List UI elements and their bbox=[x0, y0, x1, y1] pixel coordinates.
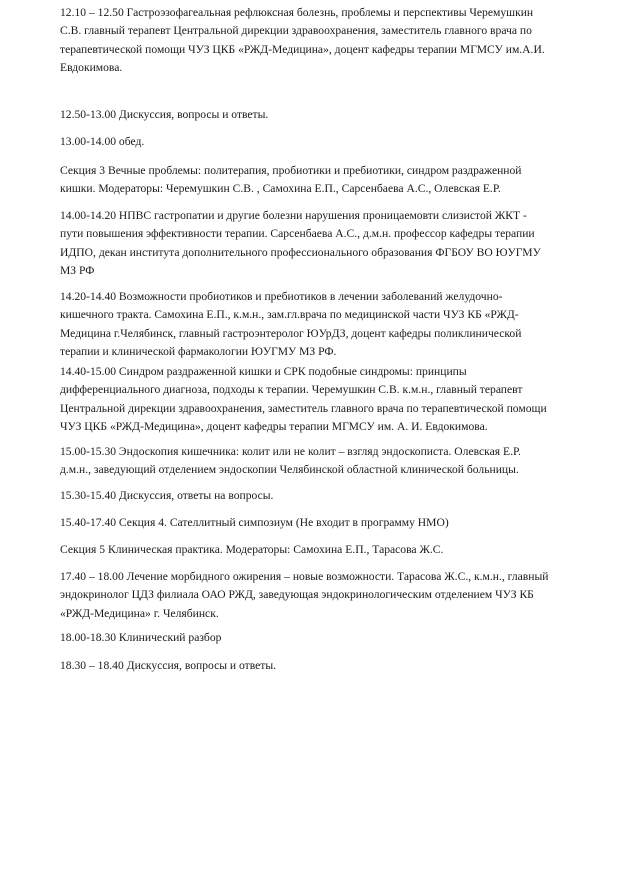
text-line: 15.40-17.40 Секция 4. Сателлитный симпозиум (Не входит в программу НМО) bbox=[60, 516, 449, 529]
text-line: 14.40-15.00 Синдром раздраженной кишки и СРК подобные синдромы: принципы bbox=[60, 365, 467, 378]
text-line: дифференциального диагноза, подходы к терапии. Черемушкин С.В. к.м.н., главный терапевт bbox=[60, 383, 523, 397]
section-5-heading bbox=[60, 541, 443, 559]
text-line: 12.10 – 12.50 Гастроэзофагеальная рефлюксная болезнь, проблемы и перспективы Черемушкин bbox=[60, 6, 534, 19]
text-line: МЗ РФ bbox=[60, 263, 95, 277]
text-line: 14.00-14.20 НПВС гастропатии и другие болезни нарушения проницаемовти слизистой ЖКТ - bbox=[60, 209, 527, 222]
program-item-endoscopy bbox=[60, 443, 521, 480]
text-line: терапевтической помощи ЧУЗ ЦКБ «РЖД-Медицина», доцент кафедры терапии МГМСУ им.А.И. bbox=[60, 42, 545, 56]
program-item-discussion-1 bbox=[60, 106, 268, 124]
text-line: «РЖД-Медицина» г. Челябинск. bbox=[60, 606, 219, 620]
text-line: 15.30-15.40 Дискуссия, ответы на вопросы. bbox=[60, 489, 274, 502]
text-line: кишечного тракта. Самохина Е.П., к.м.н., зам.гл.врача по медицинской части ЧУЗ КБ «РЖД- bbox=[60, 308, 519, 322]
program-item-obesity bbox=[60, 568, 548, 623]
text-line: 15.00-15.30 Эндоскопия кишечника: колит или не колит – взгляд эндоскописта. Олевская Е.Р. bbox=[60, 445, 521, 458]
section-3-heading bbox=[60, 162, 522, 199]
text-line: Медицина г.Челябинск, главный гастроэнтеролог ЮУрДЗ, доцент кафедры поликлинической bbox=[60, 326, 522, 340]
program-item-clinical-review bbox=[60, 629, 221, 647]
program-item-probiotics bbox=[60, 288, 521, 361]
program-item-nsaid bbox=[60, 207, 541, 280]
text-line: 13.00-14.00 обед. bbox=[60, 135, 145, 148]
program-item-gerd bbox=[60, 4, 545, 77]
program-item-discussion-2 bbox=[60, 487, 273, 505]
text-line: ИДПО, декан института дополнительного профессионального образования ФГБОУ ВО ЮУГМУ bbox=[60, 245, 541, 259]
section-4-heading bbox=[60, 514, 449, 532]
text-line: Евдокимова. bbox=[60, 60, 123, 74]
text-line: С.В. главный терапевт Центральной дирекции здравоохранения, заместитель главного врача по bbox=[60, 24, 532, 38]
text-line: 18.30 – 18.40 Дискуссия, вопросы и ответы. bbox=[60, 659, 277, 672]
text-line: терапии и клинической фармакологии ЮУГМУ МЗ РФ. bbox=[60, 344, 337, 358]
text-line: 14.20-14.40 Возможности пробиотиков и пребиотиков в лечении заболеваний желудочно- bbox=[60, 290, 503, 303]
text-line: 18.00-18.30 Клинический разбор bbox=[60, 631, 222, 644]
text-line: ЧУЗ ЦКБ «РЖД-Медицина», доцент кафедры терапии МГМСУ им. А. И. Евдокимова. bbox=[60, 419, 488, 433]
program-item-discussion-3 bbox=[60, 657, 276, 675]
text-line: Центральной дирекции здравоохранения, заместитель главного врача по терапевтической помощи bbox=[60, 401, 547, 415]
text-line: Секция 5 Клиническая практика. Модераторы: Самохина Е.П., Тарасова Ж.С. bbox=[60, 543, 444, 556]
text-line: пути повышения эффективности терапии. Сарсенбаева А.С., д.м.н. профессор кафедры терапии bbox=[60, 227, 535, 241]
text-line: эндокринолог ЦДЗ филиала ОАО РЖД, заведующая эндокринологическим отделением ЧУЗ КБ bbox=[60, 588, 534, 602]
text-line: д.м.н., заведующий отделением эндоскопии Челябинской областной клинической больницы. bbox=[60, 463, 519, 477]
text-line: кишки. Модераторы: Черемушкин С.В. , Самохина Е.П., Сарсенбаева А.С., Олевская Е.Р. bbox=[60, 182, 501, 196]
text-line: 17.40 – 18.00 Лечение морбидного ожирения – новые возможности. Тарасова Ж.С., к.м.н., главный bbox=[60, 570, 549, 583]
text-line: 12.50-13.00 Дискуссия, вопросы и ответы. bbox=[60, 108, 269, 121]
text-line: Секция 3 Вечные проблемы: политерапия, пробиотики и пребиотики, синдром раздраженной bbox=[60, 164, 522, 177]
program-item-ibs bbox=[60, 363, 547, 436]
program-item-lunch bbox=[60, 133, 144, 151]
